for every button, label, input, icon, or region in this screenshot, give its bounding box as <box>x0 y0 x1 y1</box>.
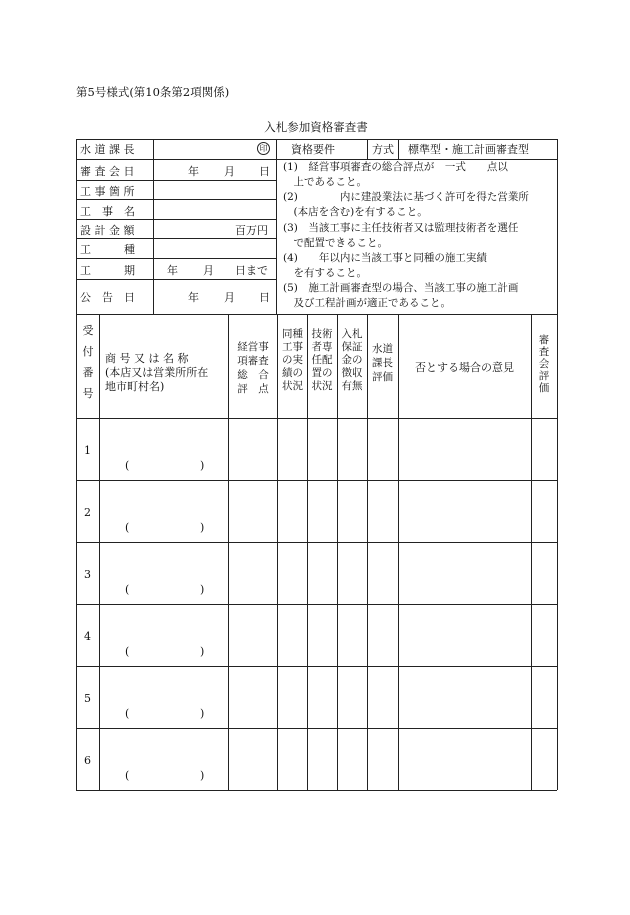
field-review-date-label: 審 査 会 日 <box>80 165 135 178</box>
row-number: 3 <box>84 568 91 581</box>
form-title: 入札参加資格審査書 <box>264 120 368 134</box>
header-receipt-no: 受 付 番 号 <box>82 324 94 400</box>
row-number: 5 <box>84 692 91 705</box>
period-until: 日まで <box>235 264 268 277</box>
paren-close: ) <box>200 645 205 658</box>
grid-line <box>76 199 276 200</box>
grid-line <box>76 728 557 729</box>
grid-line <box>76 159 276 160</box>
field-design-amount-label: 設 計 金 額 <box>80 224 135 237</box>
requirement-1-line-1: (1) 経営事項審査の総合評点が 一式 点以 <box>283 161 508 173</box>
paren-close: ) <box>200 521 205 534</box>
requirement-3-line-2: で配置できること。 <box>283 237 388 249</box>
paren-open: ( <box>125 583 130 596</box>
grid-line <box>76 418 557 419</box>
row-number: 1 <box>84 444 91 457</box>
requirement-4-line-2: を有すること。 <box>283 267 367 279</box>
header-experience: 同種 工事 の実 績の 状況 <box>282 328 303 392</box>
grid-line <box>76 604 557 605</box>
header-company: 商 号 又 は 名 称 (本店又は営業所所在 地市町村名) <box>105 352 209 393</box>
header-bond: 入札 保証 金の 徴収 有無 <box>341 328 363 392</box>
grid-line <box>76 258 276 259</box>
header-committee-eval: 審 査 会 評 価 <box>538 334 550 394</box>
requirement-2-line-2: (本店を含む)を有すること。 <box>283 206 428 218</box>
paren-close: ) <box>200 769 205 782</box>
table-border-top <box>76 139 557 140</box>
row-number: 4 <box>84 630 91 643</box>
grid-line <box>367 139 368 159</box>
design-amount-unit: 百万円 <box>235 224 268 237</box>
table-border-left <box>76 139 77 790</box>
requirement-2-line-1: (2) 内に建設業法に基づく許可を得た営業所 <box>283 191 529 203</box>
grid-line <box>76 666 557 667</box>
field-period-label: 工 期 <box>80 264 135 277</box>
grid-line <box>398 139 399 159</box>
notice-date-year: 年 <box>188 291 199 304</box>
row-number: 2 <box>84 506 91 519</box>
header-opinion: 否とする場合の意見 <box>415 361 514 374</box>
grid-line <box>99 314 100 790</box>
table-border-bottom <box>76 790 557 791</box>
header-engineer: 技術 者専 任配 置の 状況 <box>311 328 333 392</box>
field-site-label: 工 事 箇 所 <box>80 185 135 198</box>
period-month: 月 <box>203 264 214 277</box>
paren-close: ) <box>200 707 205 720</box>
paren-open: ( <box>125 459 130 472</box>
field-work-name-label: 工 事 名 <box>80 205 135 218</box>
review-date-month: 月 <box>224 165 235 178</box>
field-work-type-label: 工 種 <box>80 243 135 256</box>
notice-date-day: 日 <box>259 291 270 304</box>
row-number: 6 <box>84 754 91 767</box>
grid-line <box>76 314 557 315</box>
qualification-header: 資格要件 <box>291 143 335 156</box>
seal-mark: 印 <box>257 142 270 155</box>
field-water-chief-label: 水 道 課 長 <box>80 143 135 156</box>
header-score: 経営事 項審査 総 合 評 点 <box>237 341 269 395</box>
grid-line <box>76 279 276 280</box>
review-date-day: 日 <box>259 165 270 178</box>
notice-date-month: 月 <box>224 291 235 304</box>
requirement-5-line-1: (5) 施工計画審査型の場合、当該工事の施工計画 <box>283 282 519 294</box>
grid-line <box>398 314 399 790</box>
grid-line <box>76 180 276 181</box>
paren-open: ( <box>125 769 130 782</box>
grid-line <box>76 238 276 239</box>
method-value: 標準型・施工計画審査型 <box>408 143 529 156</box>
review-date-year: 年 <box>188 165 199 178</box>
requirement-4-line-1: (4) 年以内に当該工事と同種の施工実績 <box>283 252 487 264</box>
grid-line <box>276 159 557 160</box>
grid-line <box>76 542 557 543</box>
grid-line <box>76 480 557 481</box>
paren-close: ) <box>200 459 205 472</box>
paren-open: ( <box>125 707 130 720</box>
grid-line <box>76 219 276 220</box>
grid-line <box>153 139 154 314</box>
paren-open: ( <box>125 645 130 658</box>
field-notice-date-label: 公 告 日 <box>80 291 135 304</box>
requirement-5-line-2: 及び工程計画が適正であること。 <box>283 297 451 309</box>
grid-line <box>276 139 277 314</box>
grid-line <box>367 314 368 790</box>
header-chief-eval: 水道 課長 評価 <box>372 343 393 383</box>
paren-close: ) <box>200 583 205 596</box>
method-label: 方式 <box>372 143 394 156</box>
paren-open: ( <box>125 521 130 534</box>
requirement-1-line-2: 上であること。 <box>283 176 367 188</box>
period-year: 年 <box>167 264 178 277</box>
requirement-3-line-1: (3) 当該工事に主任技術者又は監理技術者を選任 <box>283 222 519 234</box>
form-label: 第5号様式(第10条第2項関係) <box>76 85 230 99</box>
